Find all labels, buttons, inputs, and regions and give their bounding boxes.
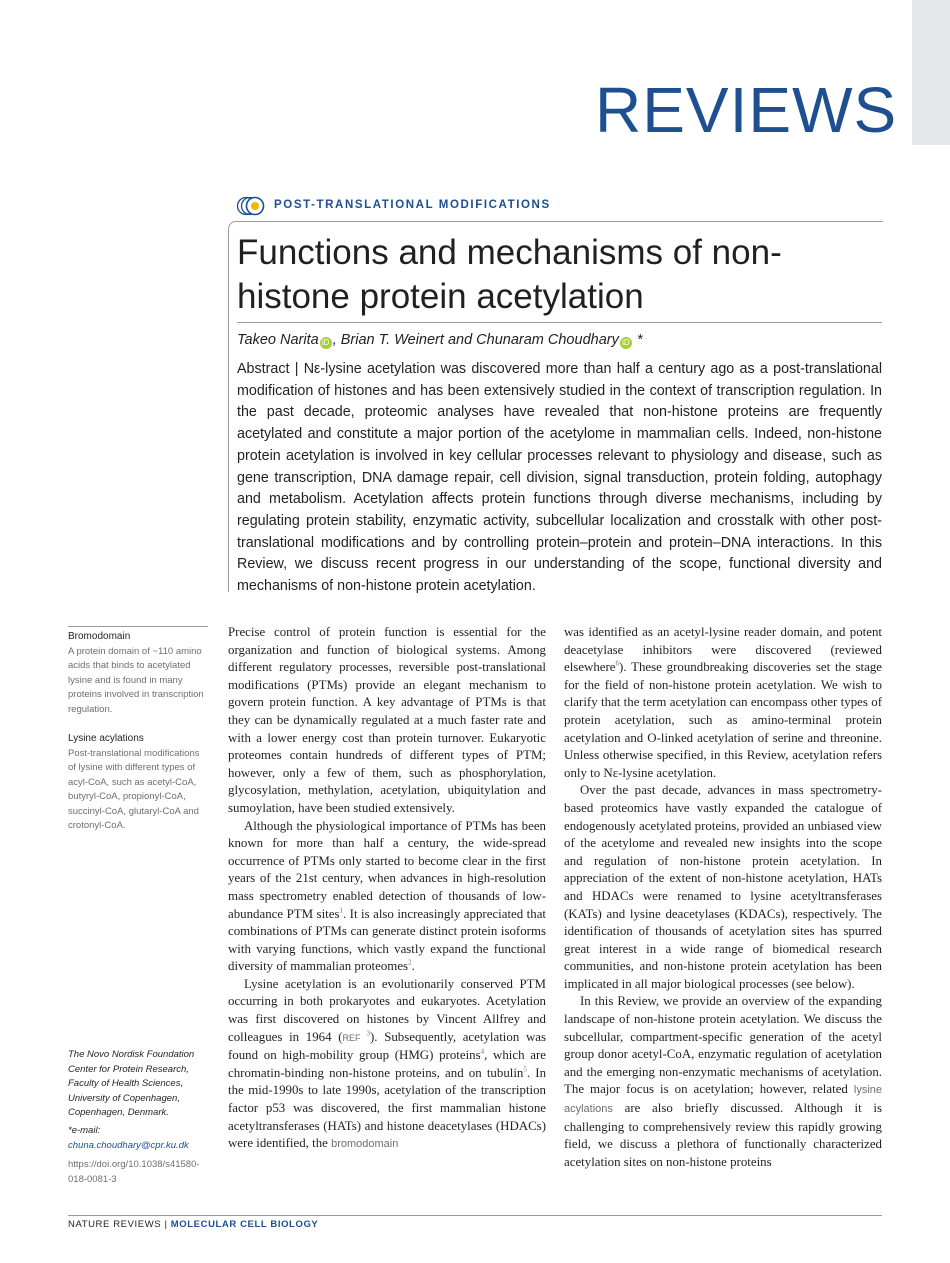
- glossary-entry: [68, 630, 208, 717]
- body-column-1: [228, 624, 546, 1154]
- abstract-text: Nε-lysine acetylation was discovered more than half a century ago as a post-translational modification of histones and has been extensively studied in the context of transcription regulation. In the past decade, proteomic analyses have revealed that non-histone proteins are frequently acetylated and constitute a major portion of the acetylome in mammalian cells. Indeed, non-histone protein acetylation is involved in key cellular processes relevant to physiology and disease, such as gene transcription, DNA damage repair, cell division, signal transduction, protein folding, autophagy and metabolism. Acetylation affects protein functions through diverse mechanisms, including by regulating protein stability, enzymatic activity, subcellular localization and crosstalk with other post-translational modifications and by controlling protein–protein and protein–DNA interactions. In this Review, we discuss recent progress in our understanding of the scope, functional diversity and mechanisms of non-histone protein acetylation.: [237, 361, 883, 595]
- reference-link[interactable]: 2: [408, 958, 412, 967]
- section-circles-icon: [236, 196, 270, 216]
- glossary-link[interactable]: bromodomain: [331, 1138, 399, 1151]
- text-run: was identified as an acetyl-lysine reader domain, and potent deacetylase inhibitors were discovered (reviewed elsewhere: [564, 625, 882, 675]
- corresponding-mark: *: [632, 332, 643, 348]
- page-edge-tab: [912, 0, 950, 145]
- reference-link[interactable]: 1: [339, 906, 343, 915]
- footer-separator: |: [161, 1219, 171, 1230]
- author-list: [237, 332, 643, 349]
- paragraph: Precise control of protein function is essential for the organization and function of biological systems. Among different regulatory processes, reversible post-translational modifications (PTMs) provide an elegant mechanism to govern protein function. A key advantage of PTMs is that they can be dynamically regulated at a much faster rate and with a lower energy cost than protein turnover. Eukaryotic proteomes contain hundreds of different types of PTM; however, only a few of them, such as phosphorylation, glycosylation, methylation, acetylation, ubiquitylation and sumoylation, have been studied extensively.: [228, 625, 546, 815]
- footer-subjournal: MOLECULAR CELL BIOLOGY: [170, 1219, 319, 1230]
- text-run: ). Subsequently, acetylation was found on high-mobility group (HMG) proteins: [228, 1029, 546, 1063]
- author-affiliation: The Novo Nordisk Foundation Center for Protein Research, Faculty of Health Sciences, University of Copenhagen, Copenhagen, Denmark.: [68, 1049, 195, 1118]
- glossary-definition: Post-translational modifications of lysine with different types of acyl-CoA, such as acetyl-CoA, butyryl-CoA, propionyl-CoA, succinyl-CoA, glutaryl-CoA and crotonyl-CoA.: [68, 747, 200, 831]
- email-label: *e-mail:: [68, 1125, 101, 1136]
- article-title: Functions and mechanisms of non-histone protein acetylation: [237, 233, 782, 316]
- abstract-label: Abstract |: [237, 361, 304, 377]
- section-label: POST-TRANSLATIONAL MODIFICATIONS: [274, 199, 551, 211]
- title-divider: [237, 322, 882, 323]
- text-run: ). These groundbreaking discoveries set the stage for the field of non-histone protein acetylation. We wish to clarify that the term acetylation can encompass other types of protein acetylation, such as amino-terminal protein acetylation and O-linked acetylation of serine and threonine. Unless otherwise specified, in this Review, acetylation refers only to Nε-lysine acetylation.: [564, 660, 882, 780]
- paragraph: Over the past decade, advances in mass spectrometry-based proteomics have vastly expanded the catalogue of endogenously acetylated proteins, provided an unbiased view of the acetylome and revealed new insights into the scope and regulation of non-histone protein acetylation. In appreciation of the extent of non-histone acetylation, HATs and HDACs were renamed to lysine acetyltransferases (KATs) and lysine deacetylases (KDACs), respectively. The identification of thousands of acetylation sites has spurred great interest in a wide range of biomedical research communities, and non-histone protein acetylation has been implicated in all major biological processes (see below).: [564, 783, 882, 991]
- text-run: . It is also increasingly appreciated that combinations of PTMs can generate distinct protein isoforms with varying functions, which vastly expand the functional diversity of mammalian proteomes: [228, 906, 546, 974]
- correspondence-email: [68, 1124, 210, 1153]
- glossary-link[interactable]: lysine acylations: [564, 1084, 882, 1116]
- paragraph: [564, 993, 882, 1171]
- glossary-entry: [68, 732, 208, 834]
- orcid-icon[interactable]: iD: [320, 337, 332, 349]
- email-link[interactable]: chuna.choudhary@cpr.ku.dk: [68, 1139, 189, 1151]
- text-run: In this Review, we provide an overview of the expanding landscape of non-histone protein acetylation. We discuss the subcellular, compartment-specific generation of the acetyl group donor acetyl-CoA, enzymatic regulation of acetylation and the emerging non-enzymatic mechanisms of acetylation. The major focus is on acetylation; however, related: [564, 994, 882, 1097]
- paragraph: [228, 818, 546, 976]
- glossary-term: Bromodomain: [68, 631, 131, 642]
- orcid-icon[interactable]: iD: [620, 337, 632, 349]
- text-run: Although the physiological importance of PTMs has been known for more than half a century, the wide-spread occurrence of PTMs only started to become clear in the first years of the 21st century, when advances in high-resolution mass spectrometry enabled detection of thousands of low-abundance PTM sites: [228, 818, 546, 921]
- author-separator: and: [443, 332, 477, 348]
- abstract: [237, 359, 882, 598]
- journal-badge: REVIEWS: [595, 74, 898, 146]
- footer-divider: [68, 1215, 882, 1216]
- text-run: . In the mid-1990s to late 1990s, acetylation of the transcription factor p53 was discovered, the first mammalian histone acetyltransferases (HATs) and histone deacetylases (HDACs) were identified, the: [228, 1065, 547, 1151]
- author-name[interactable]: Brian T. Weinert: [340, 332, 444, 348]
- reference-link[interactable]: 4: [480, 1047, 485, 1056]
- author-name[interactable]: Chunaram Choudhary: [476, 332, 619, 348]
- text-run: , which are chromatin-binding non-histone proteins, and on tubulin: [228, 1048, 546, 1080]
- paragraph: [564, 624, 882, 782]
- author-name[interactable]: Takeo Narita: [237, 332, 319, 348]
- text-run: are also briefly discussed. Although it is challenging to comprehensively review this rapidly growing field, we discuss a plethora of functionally characterized acetylation sites on non-histone proteins: [564, 1101, 882, 1169]
- ref-link-label[interactable]: REF: [342, 1032, 367, 1043]
- body-column-2: [564, 624, 882, 1171]
- doi-link[interactable]: https://doi.org/10.1038/s41580-018-0081-3: [68, 1159, 200, 1185]
- glossary-definition: A protein domain of ~110 amino acids that binds to acetylated lysine and is found in many proteins involved in transcription regulation.: [68, 645, 204, 715]
- page-footer: [68, 1219, 318, 1230]
- reference-link[interactable]: 3: [366, 1029, 370, 1038]
- text-run: .: [411, 959, 415, 974]
- reference-link[interactable]: 5: [523, 1065, 527, 1074]
- reference-link[interactable]: 6: [615, 659, 620, 668]
- sidebar-divider: [68, 626, 208, 627]
- author-separator: ,: [332, 332, 341, 348]
- footer-journal: NATURE REVIEWS: [68, 1219, 162, 1230]
- paragraph: [228, 976, 546, 1154]
- text-run: Lysine acetylation is an evolutionarily conserved PTM occurring in both prokaryotes and eukaryotes. Acetylation was first discovered on histones by Vincent Allfrey and colleagues in 1964 (: [228, 976, 546, 1044]
- glossary-term: Lysine acylations: [68, 733, 144, 744]
